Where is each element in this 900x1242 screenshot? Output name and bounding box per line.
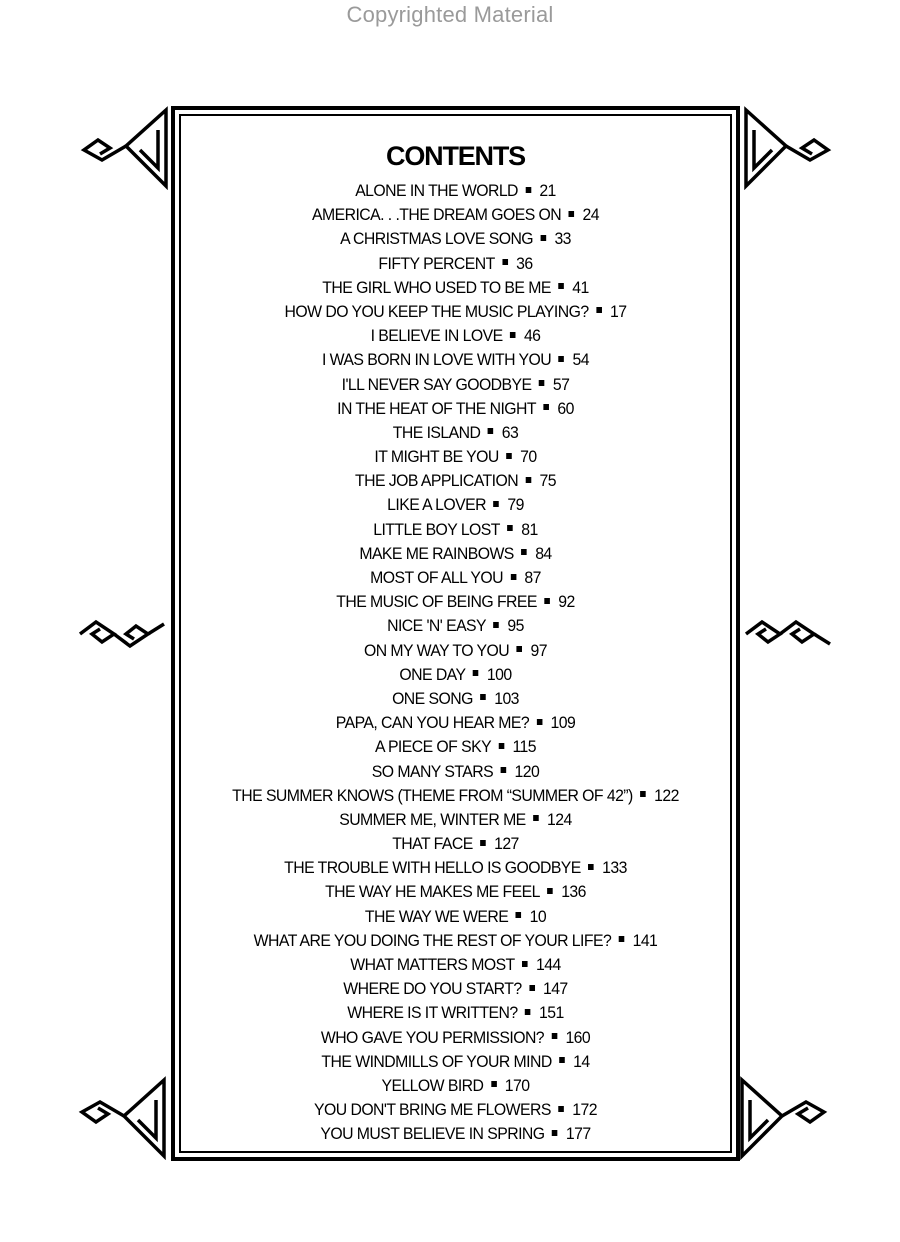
bullet-square-icon	[529, 985, 535, 991]
bullet-square-icon	[551, 1033, 557, 1039]
contents-entry	[198, 324, 712, 348]
entry-page-number: 115	[512, 737, 537, 757]
entry-page-number: 60	[557, 398, 574, 418]
entry-page-number: 177	[565, 1124, 591, 1144]
contents-entry	[198, 421, 712, 445]
contents-entry	[198, 929, 712, 953]
bullet-square-icon	[493, 622, 499, 628]
entry-title: YELLOW BIRD	[381, 1075, 484, 1095]
bullet-square-icon	[588, 864, 594, 870]
bullet-square-icon	[543, 404, 549, 410]
contents-entry	[198, 227, 712, 251]
entry-title: MOST OF ALL YOU	[370, 568, 503, 587]
entry-page-number: 36	[516, 253, 533, 273]
entry-title: THE MUSIC OF BEING FREE	[336, 592, 537, 612]
entry-page-number: 33	[554, 229, 571, 249]
bullet-square-icon	[525, 187, 531, 193]
bullet-square-icon	[493, 501, 499, 507]
entry-title: A CHRISTMAS LOVE SONG	[340, 229, 534, 249]
contents-entry	[198, 808, 712, 832]
bullet-square-icon	[488, 428, 494, 434]
entry-title: I'LL NEVER SAY GOODBYE	[341, 374, 532, 394]
contents-entry	[198, 760, 712, 784]
entry-page-number: 170	[504, 1075, 530, 1095]
entry-title: THE JOB APPLICATION	[355, 471, 519, 491]
entry-title: I BELIEVE IN LOVE	[370, 326, 503, 346]
contents-entry	[198, 977, 712, 1001]
bullet-square-icon	[559, 1057, 565, 1063]
ornament-top-left-icon	[78, 106, 170, 190]
entry-page-number: 172	[572, 1100, 597, 1120]
entry-page-number: 84	[535, 543, 552, 563]
entry-page-number: 17	[609, 301, 627, 321]
contents-entry	[198, 663, 712, 687]
contents-entry	[198, 397, 712, 421]
bullet-square-icon	[522, 961, 528, 967]
bullet-square-icon	[501, 767, 507, 773]
entry-title: THE WAY WE WERE	[364, 906, 509, 926]
bullet-square-icon	[491, 1081, 497, 1087]
entry-title: WHERE IS IT WRITTEN?	[347, 1003, 518, 1023]
entry-page-number: 24	[582, 205, 599, 225]
bullet-square-icon	[510, 332, 516, 338]
entry-title: IN THE HEAT OF THE NIGHT	[337, 398, 537, 418]
entry-title: AMERICA. . .THE DREAM GOES ON	[312, 205, 562, 225]
bullet-square-icon	[506, 453, 512, 459]
ornament-middle-left-icon	[76, 616, 168, 654]
bullet-square-icon	[569, 211, 575, 217]
entry-title: THE WINDMILLS OF YOUR MIND	[321, 1051, 552, 1071]
contents-entry	[198, 1074, 712, 1098]
entry-title: YOU MUST BELIEVE IN SPRING	[320, 1124, 545, 1144]
contents-entry	[198, 179, 712, 203]
entry-page-number: 127	[494, 834, 519, 854]
contents-entry	[198, 880, 712, 904]
contents-entry	[198, 784, 712, 808]
bullet-square-icon	[558, 283, 564, 289]
entry-page-number: 122	[654, 785, 679, 805]
entry-title: MAKE ME RAINBOWS	[359, 543, 514, 563]
entry-title: SUMMER ME, WINTER ME	[339, 809, 526, 829]
contents-entry	[198, 1001, 712, 1025]
entry-title: THE GIRL WHO USED TO BE ME	[322, 277, 551, 297]
entry-title: THE TROUBLE WITH HELLO IS GOODBYE	[284, 858, 581, 878]
entry-page-number: 95	[507, 616, 524, 636]
entry-title: LIKE A LOVER	[387, 495, 486, 515]
bullet-square-icon	[640, 791, 646, 797]
ornament-top-right-icon	[742, 106, 834, 190]
contents-entry	[198, 469, 712, 493]
contents-entry	[198, 1026, 712, 1050]
contents-entry	[198, 590, 712, 614]
contents-entry	[198, 542, 712, 566]
ornament-bottom-right-icon	[738, 1076, 830, 1160]
bullet-square-icon	[516, 912, 522, 918]
entry-title: WHAT MATTERS MOST	[350, 955, 515, 974]
entry-title: HOW DO YOU KEEP THE MUSIC PLAYING?	[284, 301, 589, 321]
bullet-square-icon	[526, 477, 532, 483]
entry-page-number: 136	[561, 882, 586, 902]
entry-page-number: 70	[520, 447, 537, 467]
contents-entry	[198, 493, 712, 517]
entry-title: IT MIGHT BE YOU	[374, 447, 499, 467]
entry-title: NICE 'N' EASY	[387, 616, 487, 636]
contents-entry	[198, 832, 712, 856]
bullet-square-icon	[517, 646, 523, 652]
contents-entry	[198, 735, 712, 759]
contents-list	[179, 179, 732, 1147]
entry-page-number: 54	[572, 350, 589, 370]
entry-page-number: 87	[524, 568, 541, 587]
entry-title: THE WAY HE MAKES ME FEEL	[325, 882, 540, 902]
entry-page-number: 63	[501, 422, 519, 442]
entry-page-number: 79	[507, 495, 524, 515]
entry-page-number: 141	[632, 930, 658, 950]
contents-entry	[198, 445, 712, 469]
contents-entry	[198, 905, 712, 929]
entry-title: ON MY WAY TO YOU	[363, 640, 510, 660]
bullet-square-icon	[480, 840, 486, 846]
entry-title: YOU DON'T BRING ME FLOWERS	[314, 1100, 551, 1120]
contents-entry	[198, 1050, 712, 1074]
entry-page-number: 21	[539, 181, 556, 200]
entry-title: PAPA, CAN YOU HEAR ME?	[335, 713, 530, 733]
bullet-square-icon	[537, 719, 543, 725]
entry-title: WHAT ARE YOU DOING THE REST OF YOUR LIFE?	[253, 930, 612, 950]
bullet-square-icon	[499, 743, 505, 749]
entry-title: ONE SONG	[392, 688, 473, 708]
entry-page-number: 92	[558, 592, 575, 612]
entry-page-number: 151	[539, 1003, 564, 1023]
ornament-middle-right-icon	[742, 616, 834, 654]
contents-entry	[198, 276, 712, 300]
entry-title: SO MANY STARS	[371, 761, 494, 781]
entry-title: ALONE IN THE WORLD	[355, 181, 518, 200]
entry-page-number: 81	[521, 519, 538, 539]
bullet-square-icon	[547, 888, 553, 894]
entry-page-number: 100	[486, 664, 512, 684]
entry-title: THAT FACE	[392, 834, 473, 854]
entry-title: LITTLE BOY LOST	[373, 519, 500, 539]
entry-title: THE SUMMER KNOWS (THEME FROM “SUMMER OF 42”)	[232, 785, 633, 805]
bullet-square-icon	[558, 1106, 564, 1112]
contents-entry	[198, 348, 712, 372]
bullet-square-icon	[525, 1009, 531, 1015]
bullet-square-icon	[510, 574, 516, 580]
entry-page-number: 109	[550, 713, 576, 733]
bullet-square-icon	[540, 235, 546, 241]
entry-page-number: 75	[539, 471, 556, 491]
entry-page-number: 103	[494, 688, 519, 708]
entry-page-number: 10	[529, 906, 547, 926]
contents-entry	[198, 518, 712, 542]
contents-entry	[198, 614, 712, 638]
entry-page-number: 133	[602, 858, 627, 878]
bullet-square-icon	[521, 549, 527, 555]
copyright-watermark: Copyrighted Material	[346, 2, 554, 27]
bullet-square-icon	[539, 380, 545, 386]
ornament-bottom-left-icon	[76, 1076, 168, 1160]
contents-entry	[198, 566, 712, 590]
contents-entry	[198, 252, 712, 276]
entry-page-number: 160	[565, 1027, 591, 1047]
entry-page-number: 144	[536, 955, 561, 974]
entry-page-number: 124	[547, 809, 572, 829]
entry-title: A PIECE OF SKY	[374, 737, 492, 757]
entry-page-number: 57	[552, 374, 570, 394]
contents-heading: CONTENTS	[386, 141, 525, 171]
contents-entry	[198, 373, 712, 397]
entry-title: FIFTY PERCENT	[378, 253, 495, 273]
contents-entry	[198, 203, 712, 227]
bullet-square-icon	[502, 259, 508, 265]
entry-title: WHO GAVE YOU PERMISSION?	[320, 1027, 545, 1047]
bullet-square-icon	[619, 936, 625, 942]
entry-page-number: 147	[542, 979, 568, 999]
contents-entry	[198, 711, 712, 735]
contents-entry	[198, 639, 712, 663]
bullet-square-icon	[533, 815, 539, 821]
contents-entry	[198, 856, 712, 880]
entry-title: WHERE DO YOU START?	[343, 979, 522, 999]
contents-entry	[198, 1122, 712, 1146]
bullet-square-icon	[559, 356, 565, 362]
entry-page-number: 120	[514, 761, 540, 781]
bullet-square-icon	[507, 525, 513, 531]
contents-entry	[198, 953, 712, 977]
bullet-square-icon	[544, 598, 550, 604]
bullet-square-icon	[473, 670, 479, 676]
contents-entry	[198, 1098, 712, 1122]
entry-page-number: 46	[523, 326, 541, 346]
bullet-square-icon	[552, 1130, 558, 1136]
contents-entry	[198, 300, 712, 324]
contents-entry	[198, 687, 712, 711]
bullet-square-icon	[596, 307, 602, 313]
entry-title: I WAS BORN IN LOVE WITH YOU	[321, 350, 552, 370]
entry-page-number: 41	[572, 277, 589, 297]
entry-title: THE ISLAND	[392, 422, 481, 442]
entry-title: ONE DAY	[399, 664, 466, 684]
entry-page-number: 14	[573, 1051, 590, 1071]
entry-page-number: 97	[530, 640, 547, 660]
bullet-square-icon	[480, 694, 486, 700]
